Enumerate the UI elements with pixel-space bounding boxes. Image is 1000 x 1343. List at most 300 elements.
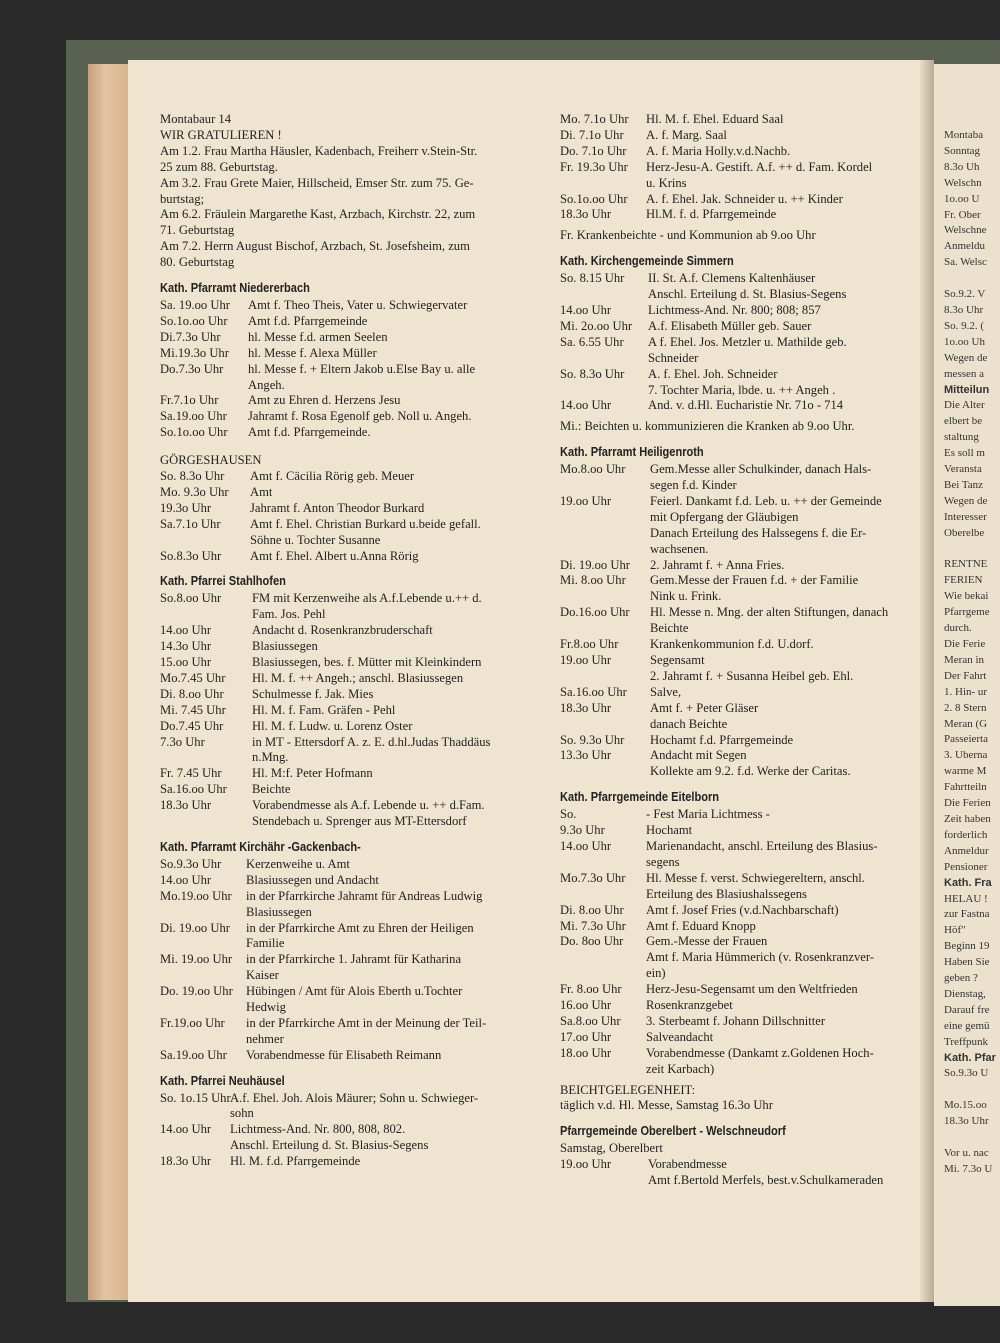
schedule-row: [560, 934, 920, 982]
schedule-row: [560, 207, 920, 223]
section-heading: Pfarrgemeinde Oberelbert - Welschneudorf: [560, 1123, 786, 1139]
schedule-time: Mi. 7.45 Uhr: [160, 702, 226, 717]
schedule-time: Mo.19.oo Uhr: [160, 888, 232, 903]
schedule-time: Do. 19.oo Uhr: [160, 984, 233, 999]
schedule-row: [560, 573, 920, 605]
schedule-detail: [248, 346, 532, 362]
detail-line: nehmer: [246, 1031, 284, 1046]
schedule-time: Sa.19.oo Uhr: [160, 409, 227, 424]
schedule-time: Di. 8.oo Uhr: [160, 686, 224, 701]
schedule-time: So.1o.oo Uhr: [560, 191, 628, 206]
schedule-row: [160, 298, 532, 314]
schedule-detail: [648, 398, 920, 414]
detail-line: Nink u. Frink.: [650, 589, 722, 604]
next-page-line: FERIEN: [944, 574, 983, 587]
detail-line: Blasiussegen: [252, 639, 318, 654]
schedule-detail: [248, 298, 532, 314]
schedule-detail: [248, 362, 532, 394]
schedule-time: So. 8.15 Uhr: [560, 271, 625, 286]
schedule-detail: [252, 766, 532, 782]
detail-line: hl. Messe f.d. armen Seelen: [248, 329, 388, 344]
detail-line: Gem.Messe aller Schulkinder, danach Hals-: [650, 462, 872, 477]
schedule-detail: [650, 573, 920, 605]
schedule-time: So.8.3o Uhr: [160, 548, 222, 563]
detail-line: Feierl. Dankamt f.d. Leb. u. ++ der Gemeinde: [650, 493, 882, 508]
schedule-detail: [650, 733, 920, 749]
schedule-time: So. 8.3o Uhr: [560, 366, 625, 381]
schedule-detail: [650, 685, 920, 701]
schedule-time: Sa. 19.oo Uhr: [160, 297, 230, 312]
schedule-detail: [248, 425, 532, 441]
schedule-detail: [646, 192, 920, 208]
schedule-time: 14.oo Uhr: [160, 872, 212, 887]
schedule-time: Fr.7.1o Uhr: [160, 393, 219, 408]
next-page-line: staltung: [944, 431, 979, 444]
detail-line: Amt f. Eduard Knopp: [646, 918, 756, 933]
schedule-row: [160, 719, 532, 735]
section-heading: GÖRGESHAUSEN: [160, 453, 262, 468]
parish-section: [560, 112, 920, 244]
schedule-time: 16.oo Uhr: [560, 998, 612, 1013]
schedule-row: [160, 425, 532, 441]
next-page-line: forderlich: [944, 828, 988, 841]
spacer: [160, 441, 532, 453]
schedule-row: [160, 687, 532, 703]
page-header: Montabaur 14: [160, 112, 231, 126]
schedule-detail: [646, 839, 920, 871]
next-page-line: durch.: [944, 622, 972, 635]
schedule-detail: [252, 639, 532, 655]
schedule-time: Sa.16.oo Uhr: [560, 684, 627, 699]
schedule-row: [560, 398, 920, 414]
schedule-row: [160, 857, 532, 873]
schedule-row: [560, 982, 920, 998]
schedule-time: Sa.19.oo Uhr: [160, 1047, 227, 1062]
schedule-time: So.9.3o Uhr: [160, 856, 222, 871]
schedule-time: 15.oo Uhr: [160, 655, 212, 669]
detail-line: Hochamt f.d. Pfarrgemeinde: [650, 732, 794, 747]
next-page-line: 18.3o Uhr: [944, 1115, 989, 1128]
schedule-row: [160, 1016, 532, 1048]
schedule-row: [160, 1122, 532, 1154]
schedule-detail: [648, 1157, 920, 1189]
schedule-detail: [646, 998, 920, 1014]
next-page-line: 2. 8 Stern: [944, 701, 987, 714]
schedule-detail: [246, 1048, 532, 1064]
detail-line: Amt f.Bertold Merfels, best.v.Schulkameraden: [648, 1173, 884, 1188]
detail-line: Blasiussegen und Andacht: [246, 872, 379, 887]
schedule-time: So. 8.3o Uhr: [160, 469, 225, 484]
schedule-detail: [650, 462, 920, 494]
schedule-detail: [646, 919, 920, 935]
next-page-line: messen a: [944, 367, 985, 380]
schedule-detail: [246, 873, 532, 889]
schedule-time: 14.oo Uhr: [560, 398, 612, 413]
schedule-detail: [648, 367, 920, 399]
detail-line: Jahramt f. Anton Theodor Burkard: [250, 500, 425, 515]
schedule-detail: [250, 517, 532, 549]
next-page-line: Vor u. nac: [944, 1147, 989, 1159]
schedule-row: [160, 655, 532, 671]
schedule-row: [160, 798, 532, 830]
schedule-row: [560, 1157, 920, 1189]
schedule-detail: [646, 112, 920, 128]
detail-line: sohn: [230, 1106, 254, 1121]
schedule-detail: [248, 314, 532, 330]
detail-line: Salve,: [650, 684, 682, 699]
detail-line: Amt: [250, 484, 273, 499]
schedule-row: [160, 984, 532, 1016]
schedule-row: [160, 782, 532, 798]
schedule-row: [160, 393, 532, 409]
schedule-time: Do. 7.1o Uhr: [560, 143, 627, 158]
next-page-line: 3. Uberna: [944, 749, 988, 762]
next-page-line: Wie bekai: [944, 590, 989, 603]
schedule-row: [560, 998, 920, 1014]
next-page-line: Anmeldur: [944, 844, 989, 857]
schedule-time: Di. 19.oo Uhr: [160, 920, 230, 935]
schedule-row: [560, 733, 920, 749]
next-page-line: Pfarrgeme: [944, 606, 990, 619]
schedule-time: Mo.8.oo Uhr: [560, 462, 626, 477]
detail-line: in MT - Ettersdorf A. z. E. d.hl.Judas Thaddäus: [252, 734, 491, 749]
detail-line: Hübingen / Amt für Alois Eberth u.Tochter: [246, 984, 463, 999]
schedule-time: 19.oo Uhr: [560, 493, 612, 508]
schedule-detail: [648, 319, 920, 335]
schedule-time: 14.3o Uhr: [160, 639, 212, 654]
next-page-line: Mo.15.oo: [944, 1099, 987, 1112]
next-page-line: So. 9.2. (: [944, 319, 985, 332]
schedule-detail: [650, 701, 920, 733]
schedule-row: [160, 703, 532, 719]
next-page-line: warme M: [944, 765, 987, 778]
schedule-row: [560, 112, 920, 128]
schedule-detail: [252, 591, 532, 623]
next-page-line: Sonntag: [944, 144, 981, 157]
schedule-row: [560, 701, 920, 733]
detail-line: danach Beichte: [650, 716, 728, 731]
schedule-detail: [246, 952, 532, 984]
schedule-time: 7.3o Uhr: [160, 734, 205, 749]
next-page-line: Haben Sie: [944, 956, 990, 969]
detail-line: Amt f. Maria Hümmerich (v. Rosenkranzver-: [646, 950, 874, 965]
schedule-detail: [646, 160, 920, 192]
schedule-detail: [250, 549, 532, 565]
schedule-time: 18.oo Uhr: [560, 1045, 612, 1060]
next-page-line: Meran (G: [944, 717, 988, 730]
detail-line: Söhne u. Tochter Susanne: [250, 532, 381, 547]
schedule-row: [160, 639, 532, 655]
schedule-row: [160, 409, 532, 425]
greeting-line: 80. Geburtstag: [160, 255, 235, 270]
schedule-time: So. 9.3o Uhr: [560, 732, 625, 747]
schedule-detail: [252, 798, 532, 830]
detail-line: wachsenen.: [650, 541, 709, 556]
schedule-time: Fr. 7.45 Uhr: [160, 766, 222, 781]
schedule-detail: [648, 271, 920, 303]
section-subheading: Samstag, Oberelbert: [560, 1141, 663, 1156]
detail-line: in der Pfarrkirche Jahramt für Andreas Ludwig: [246, 888, 483, 903]
schedule-row: [160, 362, 532, 394]
detail-line: Vorabendmesse für Elisabeth Reimann: [246, 1047, 442, 1062]
next-page-line: Höf": [944, 924, 966, 937]
schedule-row: [160, 889, 532, 921]
detail-line: Stendebach u. Sprenger aus MT-Ettersdorf: [252, 814, 467, 829]
next-page-line: 1. Hin- ur: [944, 685, 988, 698]
left-column: [160, 112, 532, 1170]
detail-line: Amt f. + Peter Gläser: [650, 700, 759, 715]
detail-line: Amt f. Cäcilia Rörig geb. Meuer: [250, 469, 415, 484]
detail-line: A. f. Ehel. Jak. Schneider u. ++ Kinder: [646, 191, 843, 206]
schedule-detail: [648, 335, 920, 367]
detail-line: Kaiser: [246, 968, 279, 983]
greeting-line: 71. Geburtstag: [160, 223, 235, 238]
next-page-line: 8.3o Uh: [944, 160, 980, 173]
next-page-line: HELAU !: [944, 892, 988, 905]
schedule-detail: [252, 623, 532, 639]
schedule-row: [160, 469, 532, 485]
next-page-line: Sa. Welsc: [944, 256, 987, 269]
schedule-detail: [248, 409, 532, 425]
next-page-line: Kath. Fra: [944, 876, 992, 889]
schedule-row: [560, 637, 920, 653]
next-page-line: [934, 1082, 996, 1098]
parish-section: [160, 839, 532, 1064]
next-page-line: geben ?: [944, 972, 978, 985]
schedule-time: Di. 19.oo Uhr: [560, 557, 630, 572]
next-page-line: 1o.oo U: [944, 192, 980, 205]
next-page-line: Anmeldu: [944, 240, 985, 253]
page-edges: [88, 64, 130, 1300]
schedule-detail: [646, 982, 920, 998]
detail-line: Hl. M. f. Ludw. u. Lorenz Oster: [252, 718, 413, 733]
schedule-detail: [248, 330, 532, 346]
schedule-detail: [230, 1154, 532, 1170]
schedule-time: 18.3o Uhr: [160, 1154, 212, 1169]
detail-line: Blasiussegen, bes. f. Mütter mit Kleinkindern: [252, 655, 482, 669]
detail-line: Salveandacht: [646, 1029, 714, 1044]
next-page-line: Die Ferien: [944, 797, 991, 810]
detail-line: A. f. Ehel. Joh. Schneider: [648, 366, 778, 381]
next-page-line: Welschn: [944, 176, 982, 189]
schedule-time: 18.3o Uhr: [560, 207, 612, 222]
schedule-time: Mi.19.3o Uhr: [160, 345, 229, 360]
schedule-row: [160, 623, 532, 639]
detail-line: A.f. Ehel. Joh. Alois Mäurer; Sohn u. Schwieger-: [230, 1090, 479, 1105]
schedule-detail: [650, 494, 920, 558]
detail-line: Segensamt: [650, 653, 705, 667]
next-page-line: So.9.3o U: [944, 1067, 989, 1080]
schedule-time: 9.3o Uhr: [560, 823, 605, 838]
next-page-line: Kath. Pfar: [944, 1051, 996, 1064]
next-page-line: Es soll m: [944, 447, 985, 460]
next-page-line: Interesser: [944, 510, 987, 523]
detail-line: Andacht d. Rosenkranzbruderschaft: [252, 623, 433, 638]
schedule-time: Mi. 2o.oo Uhr: [560, 318, 633, 333]
section-heading: Kath. Pfarramt Heiligenroth: [560, 444, 704, 460]
detail-line: Gem.Messe der Frauen f.d. + der Familie: [650, 573, 859, 588]
schedule-row: [160, 591, 532, 623]
next-page-line: Darauf fre: [944, 1003, 990, 1016]
schedule-row: [560, 128, 920, 144]
schedule-row: [160, 921, 532, 953]
parish-section: [560, 1123, 920, 1189]
detail-line: Amt f. Ehel. Albert u.Anna Rörig: [250, 548, 419, 563]
schedule-detail: [252, 703, 532, 719]
detail-line: Amt f. Ehel. Christian Burkard u.beide gefall.: [250, 516, 481, 531]
schedule-detail: [252, 671, 532, 687]
schedule-detail: [246, 1016, 532, 1048]
detail-line: Herz-Jesu-Segensamt um den Weltfrieden: [646, 982, 858, 997]
schedule-row: [560, 271, 920, 303]
schedule-detail: [252, 782, 532, 798]
schedule-detail: [650, 653, 920, 685]
schedule-detail: [246, 857, 532, 873]
schedule-row: [160, 766, 532, 782]
schedule-detail: [646, 903, 920, 919]
schedule-row: [160, 501, 532, 517]
schedule-time: Fr. 8.oo Uhr: [560, 982, 622, 997]
schedule-detail: [650, 558, 920, 574]
parish-section: [560, 253, 920, 435]
detail-line: u. Krins: [646, 175, 687, 190]
schedule-detail: [646, 1030, 920, 1046]
schedule-row: [560, 192, 920, 208]
schedule-time: Mo.7.3o Uhr: [560, 870, 626, 885]
detail-line: 2. Jahramt f. + Anna Fries.: [650, 557, 785, 572]
detail-line: in der Pfarrkirche Amt in der Meinung der Teil-: [246, 1015, 487, 1030]
detail-line: Amt f.d. Pfarrgemeinde.: [248, 425, 371, 440]
greeting-line: Am 6.2. Fräulein Margarethe Kast, Arzbach, Kirchstr. 22, zum: [160, 207, 476, 222]
detail-line: Beichte: [650, 621, 689, 636]
detail-line: Schulmesse f. Jak. Mies: [252, 686, 374, 701]
schedule-time: 19.3o Uhr: [160, 500, 212, 515]
schedule-time: Do. 8oo Uhr: [560, 934, 624, 949]
detail-line: 7. Tochter Maria, lbde. u. ++ Angeh .: [648, 382, 836, 397]
detail-line: II. St. A.f. Clemens Kaltenhäuser: [648, 271, 816, 286]
schedule-detail: [250, 485, 532, 501]
parish-section: [560, 789, 920, 1114]
schedule-row: [560, 1014, 920, 1030]
parish-section: [160, 573, 532, 830]
parish-section: [160, 441, 532, 564]
page-gutter: [920, 60, 934, 1302]
next-page-line: Montaba: [944, 129, 984, 141]
detail-line: Danach Erteilung des Halssegens f. die Er-: [650, 525, 867, 540]
schedule-time: Mo. 7.1o Uhr: [560, 112, 629, 126]
detail-line: Amt f. Theo Theis, Vater u. Schwiegervater: [248, 297, 468, 312]
schedule-time: Di. 7.1o Uhr: [560, 127, 624, 142]
schedule-row: [560, 823, 920, 839]
schedule-detail: [646, 1046, 920, 1078]
schedule-time: Di. 8.oo Uhr: [560, 902, 624, 917]
next-page-line: Oberelbe: [944, 526, 985, 539]
next-page-line: zur Fastna: [944, 908, 990, 921]
schedule-row: [560, 303, 920, 319]
schedule-row: [160, 330, 532, 346]
detail-line: mit Opfergang der Gläubigen: [650, 509, 799, 524]
detail-line: Vorabendmesse als A.f. Lebende u. ++ d.Fam.: [252, 798, 485, 813]
schedule-time: 14.oo Uhr: [560, 838, 612, 853]
detail-line: Beichte: [252, 782, 291, 797]
schedule-time: Di.7.3o Uhr: [160, 329, 221, 344]
detail-line: Lichtmess-And. Nr. 800, 808, 802.: [230, 1122, 406, 1137]
detail-line: 2. Jahramt f. + Susanna Heibel geb. Ehl.: [650, 668, 854, 683]
detail-line: Anschl. Erteilung d. St. Blasius-Segens: [648, 287, 847, 302]
section-note: BEICHTGELEGENHEIT:: [560, 1082, 696, 1097]
schedule-row: [560, 605, 920, 637]
schedule-time: Do.7.3o Uhr: [160, 361, 224, 376]
next-page-line: RENTNE: [944, 558, 988, 571]
schedule-detail: [646, 934, 920, 982]
schedule-detail: [650, 605, 920, 637]
detail-line: segens: [646, 854, 680, 869]
schedule-row: [560, 367, 920, 399]
schedule-row: [560, 748, 920, 780]
schedule-row: [160, 314, 532, 330]
schedule-detail: [252, 735, 532, 767]
section-heading: Kath. Pfarrei Stahlhofen: [160, 573, 286, 589]
section-heading: Kath. Pfarrei Neuhäusel: [160, 1072, 285, 1088]
schedule-row: [560, 335, 920, 367]
detail-line: segen f.d. Kinder: [650, 478, 737, 493]
schedule-time: 18.3o Uhr: [160, 798, 212, 813]
schedule-time: Fr. 19.3o Uhr: [560, 159, 628, 174]
detail-line: Marienandacht, anschl. Erteilung des Blasius-: [646, 838, 878, 853]
next-page-line: Mitteilun: [944, 383, 990, 396]
detail-line: Amt f. Josef Fries (v.d.Nachbarschaft): [646, 902, 839, 917]
detail-line: Angeh.: [248, 377, 285, 392]
schedule-row: [560, 558, 920, 574]
detail-line: FM mit Kerzenweihe als A.f.Lebende u.++ d.: [252, 591, 482, 606]
detail-line: Rosenkranzgebet: [646, 998, 733, 1013]
section-heading: Kath. Pfarrgemeinde Eitelborn: [560, 789, 720, 805]
detail-line: Anschl. Erteilung d. St. Blasius-Segens: [230, 1138, 429, 1153]
detail-line: hl. Messe f. Alexa Müller: [248, 345, 377, 360]
schedule-row: [560, 807, 920, 823]
detail-line: ein): [646, 966, 666, 981]
right-sections: [560, 112, 920, 1189]
greeting-line: burtstag;: [160, 191, 205, 206]
parish-section: [560, 444, 920, 780]
schedule-time: Fr.8.oo Uhr: [560, 637, 619, 652]
schedule-row: [560, 494, 920, 558]
schedule-row: [160, 1091, 532, 1123]
schedule-detail: [648, 303, 920, 319]
schedule-detail: [646, 207, 920, 223]
section-heading: Kath. Pfarramt Kirchähr -Gackenbach-: [160, 838, 361, 854]
next-page-line: Pensioner: [944, 860, 988, 873]
schedule-detail: [252, 687, 532, 703]
detail-line: A. f. Maria Holly.v.d.Nachb.: [646, 143, 791, 158]
detail-line: - Fest Maria Lichtmess -: [646, 807, 770, 822]
schedule-detail: [246, 921, 532, 953]
detail-line: in der Pfarrkirche Amt zu Ehren der Heiligen: [246, 920, 474, 935]
next-page-line: 8.3o Uhr: [944, 303, 984, 316]
schedule-time: Sa.7.1o Uhr: [160, 516, 221, 531]
schedule-detail: [646, 128, 920, 144]
next-page-strip: [934, 64, 1000, 1306]
detail-line: Amt zu Ehren d. Herzens Jesu: [248, 393, 401, 408]
detail-line: Hl. M. f. Ehel. Eduard Saal: [646, 112, 784, 126]
schedule-time: Sa.8.oo Uhr: [560, 1013, 621, 1028]
schedule-row: [160, 346, 532, 362]
detail-line: Hl. Messe n. Mng. der alten Stiftungen, danach: [650, 605, 889, 620]
schedule-time: So.: [560, 807, 577, 822]
detail-line: And. v. d.Hl. Eucharistie Nr. 71o - 714: [648, 398, 844, 413]
schedule-time: Mi. 8.oo Uhr: [560, 573, 626, 588]
next-page-line: Die Alter: [944, 399, 985, 412]
